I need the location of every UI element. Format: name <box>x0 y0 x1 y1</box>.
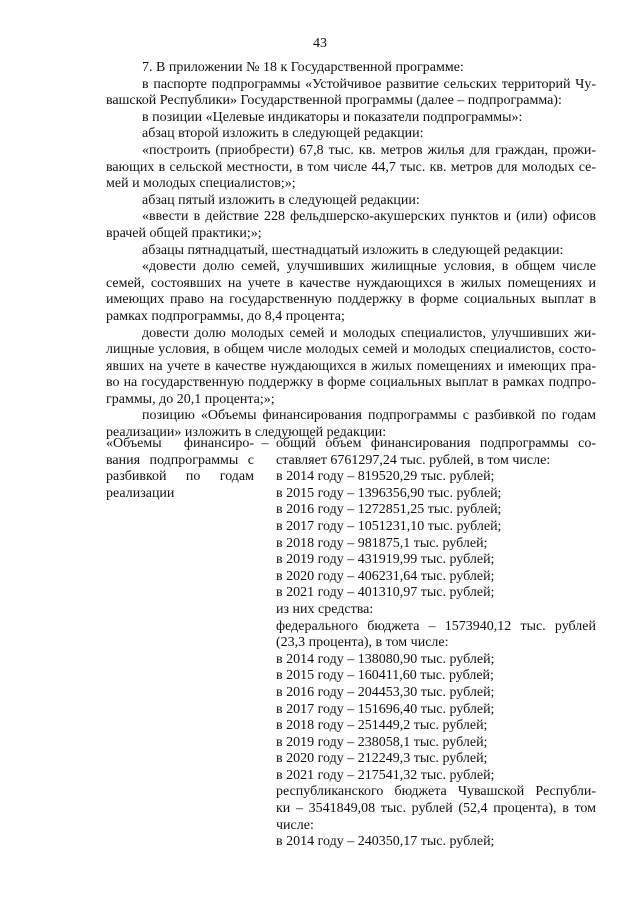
text-line: абзац пятый изложить в следующей редакции: <box>142 192 420 208</box>
table-value-line: в 2020 году – 406231,64 тыс. рублей; <box>276 568 495 584</box>
table-value-line: в 2020 году – 212249,3 тыс. рублей; <box>276 751 488 767</box>
text-line: граммы, до 20,1 процента;»; <box>106 391 275 407</box>
table-value-line: в 2019 году – 238058,1 тыс. рублей; <box>276 734 488 750</box>
text-line: мей и молодых специалистов;»; <box>106 176 296 192</box>
table-value-line: в 2015 году – 160411,60 тыс. рублей; <box>276 668 494 684</box>
text-line: в позиции «Целевые индикаторы и показатели подпрограммы»: <box>142 109 523 125</box>
paragraph <box>106 143 596 193</box>
table-value-line: федерального бюджета – 1573940,12 тыс. рублей <box>276 618 596 634</box>
table-dash: – <box>261 436 269 451</box>
table-label-line: разбивкой по годам <box>106 469 254 485</box>
table-value-line: в 2016 году – 204453,30 тыс. рублей; <box>276 684 495 700</box>
table-label-line: «Объемы финансиро- <box>106 436 254 451</box>
table-value-line: в 2018 году – 251449,2 тыс. рублей; <box>276 718 488 734</box>
table-value-line: (23,3 процента), в том числе: <box>276 635 449 651</box>
text-line: «ввести в действие 228 фельдшерско-акушерских пунктов и (или) офисов <box>142 209 596 225</box>
text-line: довести долю молодых семей и молодых специалистов, улучшивших жи- <box>142 325 596 341</box>
table-value-line: из них средства: <box>276 601 374 617</box>
table-value-line: в 2014 году – 240350,17 тыс. рублей; <box>276 834 495 850</box>
text-line: лищные условия, в общем числе молодых семей и молодых специалистов, состо- <box>106 342 596 358</box>
paragraph <box>106 60 596 77</box>
text-line: семей, состоявших на учете в качестве нуждающихся в жилых помещениях и <box>106 275 596 291</box>
text-line: во на государственную поддержку в форме социальных выплат в рамках подпро- <box>106 375 596 391</box>
text-line: вашской Республики» Государственной программы (далее – подпрограмма): <box>106 93 562 109</box>
paragraph <box>106 77 596 110</box>
text-line: «довести долю семей, улучшивших жилищные условия, в общем числе <box>142 259 596 275</box>
table-value-line: ставляет 6761297,24 тыс. рублей, в том числе: <box>276 452 551 468</box>
text-line: 7. В приложении № 18 к Государственной программе: <box>142 60 464 75</box>
table-value-line: республиканского бюджета Чувашской Республи- <box>276 784 596 800</box>
table-value-line: в 2019 году – 431919,99 тыс. рублей; <box>276 552 495 568</box>
paragraph <box>106 326 596 409</box>
text-line: реализации» изложить в следующей редакции: <box>106 425 387 441</box>
table-label-line: реализации <box>106 485 175 501</box>
table-value-line: общий объем финансирования подпрограммы со- <box>276 436 596 451</box>
paragraph <box>106 110 596 127</box>
text-line: позицию «Объемы финансирования подпрограммы с разбивкой по годам <box>142 408 596 424</box>
table-value-line: в 2021 году – 401310,97 тыс. рублей; <box>276 585 495 601</box>
table-value-line: числе: <box>276 817 314 833</box>
table-value-line: в 2017 году – 1051231,10 тыс. рублей; <box>276 518 502 534</box>
text-line: явших на учете в качестве нуждающихся в жилых помещениях и имеющих пра- <box>106 358 596 374</box>
table-value-line: в 2015 году – 1396356,90 тыс. рублей; <box>276 485 502 501</box>
text-line: абзацы пятнадцатый, шестнадцатый изложить в следующей редакции: <box>142 242 564 258</box>
text-line: вающих в сельской местности, в том числе 44,7 тыс. кв. метров для молодых се- <box>106 159 596 175</box>
text-line: рамках подпрограммы, до 8,4 процента; <box>106 308 345 324</box>
table-value-line: в 2018 году – 981875,1 тыс. рублей; <box>276 535 488 551</box>
text-line: в паспорте подпрограммы «Устойчивое развитие сельских территорий Чу- <box>142 76 596 92</box>
table-value-line: в 2014 году – 138080,90 тыс. рублей; <box>276 651 495 667</box>
text-line: «построить (приобрести) 67,8 тыс. кв. метров жилья для граждан, прожи- <box>142 142 596 158</box>
table-label-line: вания подпрограммы с <box>106 452 254 468</box>
table-value-line: в 2014 году – 819520,29 тыс. рублей; <box>276 469 495 485</box>
text-line: врачей общей практики;»; <box>106 225 262 241</box>
page-number: 43 <box>313 36 327 51</box>
table-value-line: в 2016 году – 1272851,25 тыс. рублей; <box>276 502 502 518</box>
paragraph <box>106 193 596 210</box>
paragraph <box>106 243 596 260</box>
text-line: имеющих право на государственную поддержку в форме социальных выплат в <box>106 292 596 308</box>
table-value-line: в 2017 году – 151696,40 тыс. рублей; <box>276 701 495 717</box>
table-value-line: в 2021 году – 217541,32 тыс. рублей; <box>276 767 495 783</box>
table-value-line: ки – 3541849,08 тыс. рублей (52,4 процента), в том <box>276 801 596 817</box>
paragraph <box>106 259 596 325</box>
table-value-column <box>276 436 596 851</box>
text-line: абзац второй изложить в следующей редакции: <box>142 126 424 142</box>
paragraph <box>106 126 596 143</box>
table-label-column <box>106 436 254 502</box>
paragraph <box>106 209 596 242</box>
document-body <box>106 60 596 442</box>
